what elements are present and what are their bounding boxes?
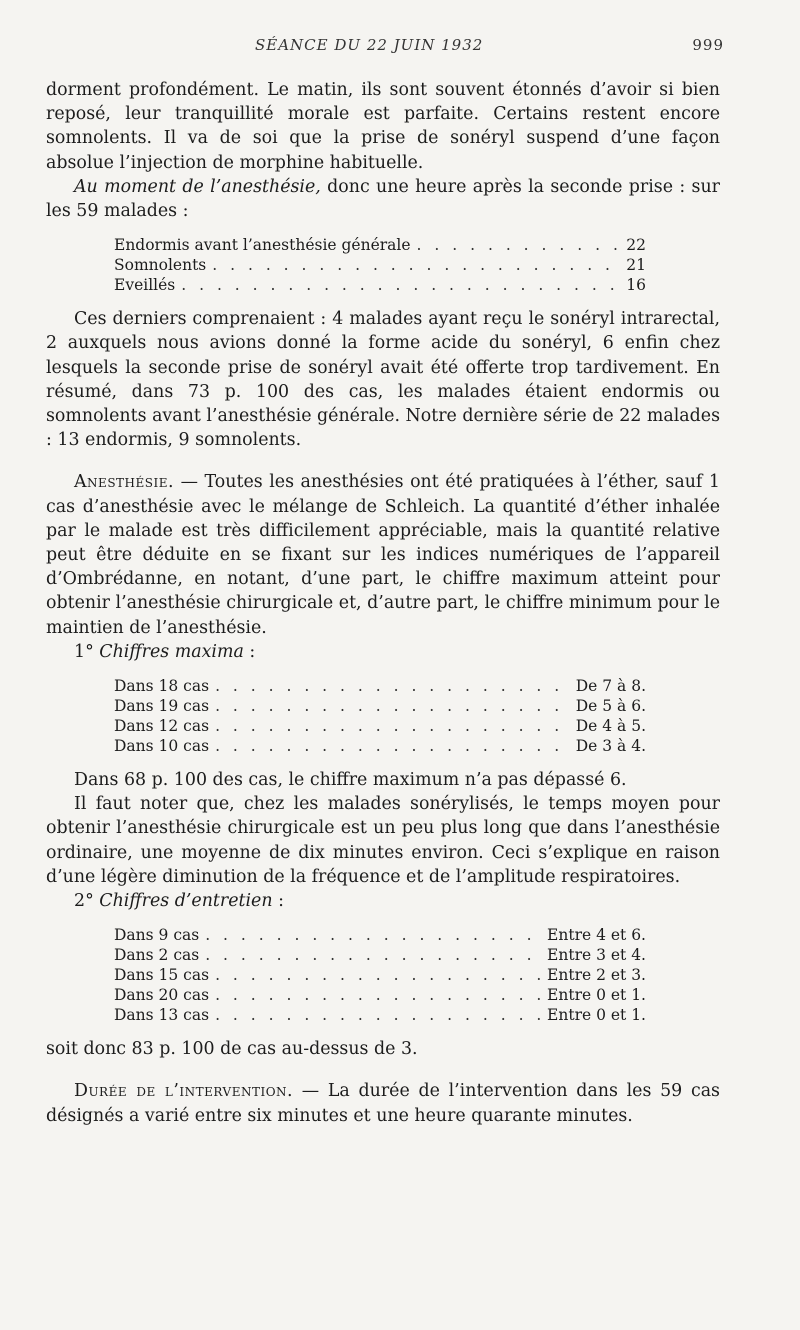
row-label: Dans 2 cas: [114, 946, 200, 965]
paragraph-3: Ces derniers comprenaient : 4 malades ayant reçu le sonéryl intrarectal, 2 auxquels nous avions donné la forme acide du sonéryl, 6 enfin chez lesquels la seconde prise de sonéryl avait été offerte trop tardivement. En résumé, dans 73 p. 100 des cas, les malades étaient endormis ou somnolents avant l’anesthésie générale. Notre dernière série de 22 malades : 13 endormis, 9 somnolents.: [46, 309, 720, 451]
leader-dots: [215, 676, 570, 696]
running-header: [0, 36, 800, 58]
paragraph-1: dorment profondément. Le matin, ils sont souvent étonnés d’avoir si bien reposé, leur tranquillité morale est parfaite. Certains restent encore somnolents. Il va de soi que la prise de sonéryl suspend d’une façon absolue l’injection de morphine habituelle.: [46, 80, 720, 173]
leader-dots: [215, 965, 541, 985]
section-heading-anesthesie: Anesthésie.: [74, 472, 175, 493]
row-label: Dans 19 cas: [114, 697, 210, 716]
table-row: [114, 1005, 646, 1025]
subheading-title: Chiffres d’entretien: [99, 891, 273, 912]
paragraph-6: Il faut noter que, chez les malades sonérylisés, le temps moyen pour obtenir l’anesthésie chirurgicale est un peu plus long que dans l’anesthésie ordinaire, une moyenne de dix minutes environ. Ceci s’explique en raison d’une légère diminution de la fréquence et de l’amplitude respiratoires.: [46, 794, 720, 887]
paragraph-7: soit donc 83 p. 100 de cas au-dessus de 3.: [46, 1039, 418, 1060]
header-title: SÉANCE DU 22 JUIN 1932: [255, 36, 484, 54]
table-row: [114, 235, 646, 255]
paragraph-4: [46, 470, 720, 639]
row-label: Dans 20 cas: [114, 986, 210, 1005]
row-label: Somnolents: [114, 256, 207, 275]
table-max-figures: [114, 676, 646, 756]
table-row: [114, 925, 646, 945]
row-value: Entre 3 et 4.: [547, 946, 646, 965]
row-label: Dans 12 cas: [114, 717, 210, 736]
paragraph-2-italic: Au moment de l’anesthésie,: [74, 176, 321, 197]
paragraph-4-text: — Toutes les anesthésies ont été pratiquées à l’éther, sauf 1 cas d’anesthésie avec le mélange de Schleich. La quantité d’éther inhalée par le malade est très difficilement appréciable, mais la quantité relative peut être déduite en se fixant sur les indices numériques de l’appareil d’Ombrédanne, en notant, d’une part, le chiffre maximum atteint pour obtenir l’anesthésie chirurgicale et, d’autre part, le chiffre minimum pour le maintien de l’anesthésie.: [46, 472, 720, 638]
subheading-suffix: :: [243, 641, 256, 662]
row-label: Dans 18 cas: [114, 677, 210, 696]
leader-dots: [215, 716, 570, 736]
subheading-1: [46, 640, 720, 664]
table-row: [114, 736, 646, 756]
row-value: 22: [626, 236, 646, 255]
table-sleep-status: [114, 235, 646, 295]
row-value: De 7 à 8.: [575, 677, 646, 696]
paragraph-8-text: — La durée de l’intervention dans les 59 cas désignés a varié entre six minutes et une heure quarante minutes.: [46, 1081, 720, 1126]
table-row: [114, 965, 646, 985]
subheading-number: 1°: [74, 641, 94, 662]
row-value: De 4 à 5.: [575, 717, 646, 736]
paragraph-5: Dans 68 p. 100 des cas, le chiffre maximum n’a pas dépassé 6.: [74, 770, 627, 791]
leader-dots: [417, 235, 621, 255]
row-value: Entre 2 et 3.: [547, 966, 646, 985]
leader-dots: [215, 1005, 541, 1025]
table-row: [114, 255, 646, 275]
paragraph-2-text: donc une heure après la seconde prise : sur les 59 malades :: [46, 176, 720, 222]
row-value: De 5 à 6.: [575, 697, 646, 716]
leader-dots: [205, 945, 541, 965]
table-row: [114, 696, 646, 716]
section-heading-duree: Durée de l’intervention.: [74, 1081, 294, 1102]
row-label: Dans 13 cas: [114, 1006, 210, 1025]
leader-dots: [215, 985, 541, 1005]
table-row: [114, 716, 646, 736]
subheading-suffix: :: [272, 891, 284, 912]
row-value: Entre 0 et 1.: [547, 986, 646, 1005]
leader-dots: [215, 736, 570, 756]
subheading-title: Chiffres maxima: [99, 641, 244, 662]
leader-dots: [205, 925, 541, 945]
table-row: [114, 676, 646, 696]
page-body: [46, 78, 720, 1128]
row-label: Endormis avant l’anesthésie générale: [114, 236, 411, 255]
table-maintenance-figures: [114, 925, 646, 1025]
row-label: Dans 15 cas: [114, 966, 210, 985]
page-number: 999: [692, 36, 724, 54]
leader-dots: [181, 275, 620, 295]
row-label: Dans 9 cas: [114, 926, 200, 945]
paragraph-2: [46, 175, 720, 223]
leader-dots: [215, 696, 570, 716]
row-value: 16: [626, 276, 646, 295]
table-row: [114, 945, 646, 965]
paragraph-8: [46, 1079, 720, 1127]
row-label: Dans 10 cas: [114, 737, 210, 756]
row-value: 21: [626, 256, 646, 275]
row-label: Eveillés: [114, 276, 176, 295]
table-row: [114, 985, 646, 1005]
row-value: Entre 4 et 6.: [547, 926, 646, 945]
row-value: De 3 à 4.: [575, 737, 646, 756]
row-value: Entre 0 et 1.: [547, 1006, 646, 1025]
subheading-number: 2°: [74, 891, 94, 912]
table-row: [114, 275, 646, 295]
subheading-2: [46, 889, 720, 913]
leader-dots: [212, 255, 620, 275]
